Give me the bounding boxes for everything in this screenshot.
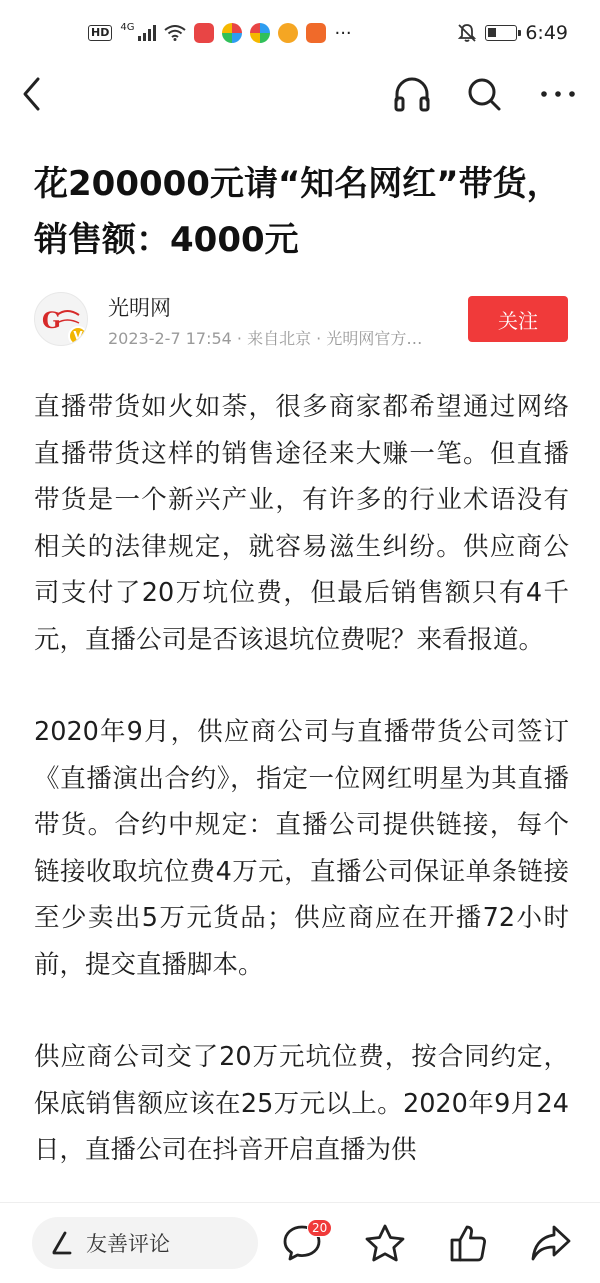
back-arrow-icon[interactable] [18,74,48,114]
weibo-app-icon [278,23,298,43]
notes-app-icon [194,23,214,43]
hd-badge: HD [88,25,112,41]
article-paragraph: 供应商公司交了20万元坑位费，按合同约定，保底销售额应该在25万元以上。2020年9月24日，直播公司在抖音开启直播为供 [34,1042,569,1165]
clock: 6:49 [525,22,568,44]
follow-button[interactable]: 关注 [468,296,568,342]
headphones-icon[interactable] [392,74,432,114]
verified-badge-icon: V [68,326,88,346]
status-left [88,23,352,44]
comment-placeholder: 友善评论 [86,1232,170,1256]
status-right [457,22,568,44]
browser-app-icon [222,23,242,43]
article-body [34,384,569,1202]
article-paragraph: 直播带货如火如荼，很多商家都希望通过网络直播带货这样的销售途径来大赚一笔。但直播带货是一个新兴产业，有许多的行业术语没有相关的法律规定，就容易滋生纠纷。供应商公司支付了20万坑位费，但最后销售额只有4千元，直播公司是否该退坑位费呢？来看报道。 [34,392,569,655]
source-name[interactable]: 光明网 [108,296,171,320]
nav-bar [0,66,600,124]
article-title: 花200000元请“知名网红”带货，销售额：4000元 [34,164,561,260]
article-paragraph: 2020年9月，供应商公司与直播带货公司签订《直播演出合约》，指定一位网红明星为其直播带货。合约中规定：直播公司提供链接，每个链接收取坑位费4万元，直播公司保证单条链接至少卖出5万元货品；供应商应在开播72小时前，提交直播脚本。 [34,717,569,980]
svg-text:G: G [42,308,61,334]
battery-level [488,28,496,37]
network-type: 4G [120,21,135,33]
wifi-icon [164,25,186,41]
comment-input[interactable] [32,1217,258,1269]
bell-off-icon [457,23,477,43]
star-icon[interactable] [364,1223,406,1263]
thumbs-up-icon[interactable] [448,1223,488,1263]
battery-icon [485,25,517,41]
status-bar [0,0,600,66]
pen-icon [50,1230,72,1256]
more-icon[interactable] [538,74,578,114]
article-meta: 2023-2-7 17:54 · 来自北京 · 光明网官方… [108,329,423,348]
source-avatar[interactable] [34,292,88,346]
browser-app-icon-2 [250,23,270,43]
app-icon-orange [306,23,326,43]
author-row [34,290,568,350]
signal-icon [138,25,156,41]
comment-count-badge: 20 [307,1219,332,1237]
search-icon[interactable] [464,74,504,114]
share-icon[interactable] [530,1223,572,1263]
more-notifications: ··· [334,22,352,44]
bottom-action-bar [0,1202,600,1283]
